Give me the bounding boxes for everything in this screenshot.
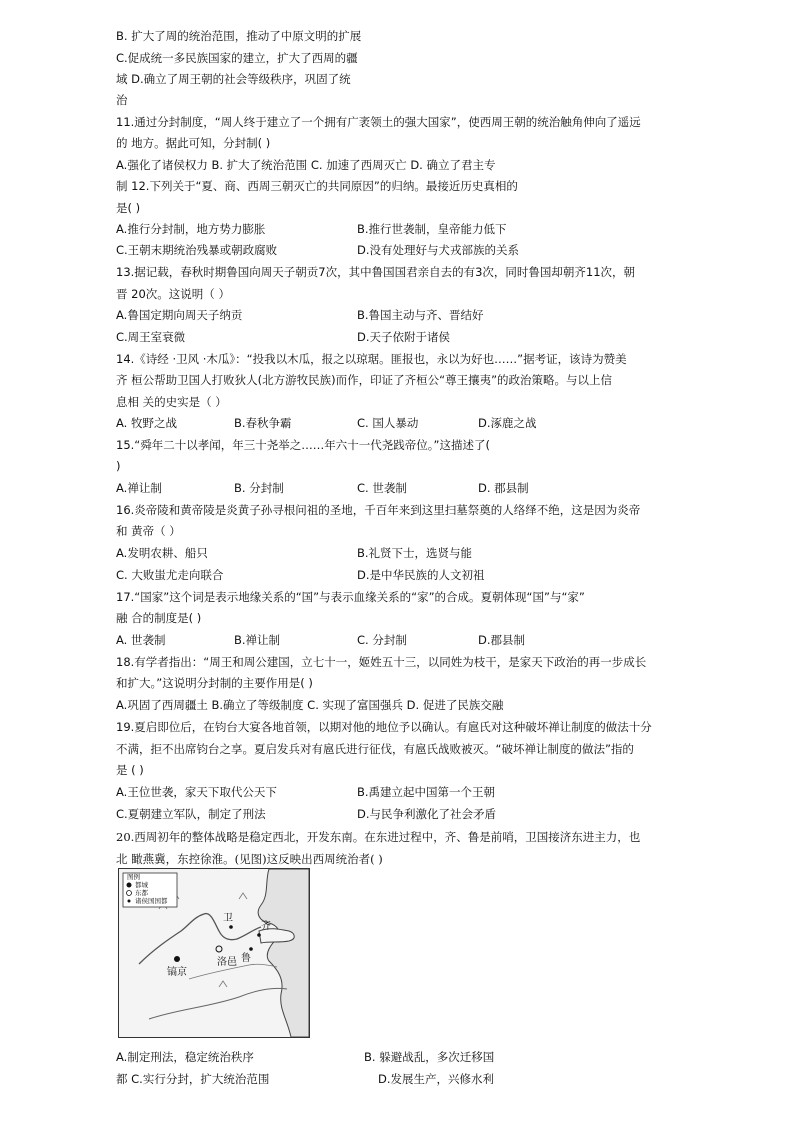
- q16-option-a: A.发明农耕、船只: [116, 546, 208, 560]
- map-label-qi: 齐: [261, 921, 271, 932]
- q18-stem-cont: 和扩大。”这说明分封制的主要作用是( ): [116, 676, 313, 690]
- wei-marker: [229, 925, 233, 929]
- q16-stem: 16.炎帝陵和黄帝陵是炎黄子孙寻根问祖的圣地，千百年来到这里扫墓祭奠的人络绎不绝，这是因为炎帝: [116, 503, 641, 517]
- q12-option-c: C.王朝末期统治残暴或朝政腐败: [116, 243, 278, 257]
- q13-option-a: A.鲁国定期向周天子纳贡: [116, 308, 243, 322]
- map-canvas: [119, 869, 309, 1037]
- qi-marker: [257, 933, 261, 937]
- q14-option-a: A. 牧野之战: [116, 416, 177, 430]
- q11-d-cont-q12-stem: 制 12.下列关于“夏、商、西周三朝灭亡的共同原因”的归纳。最接近历史真相的: [116, 179, 518, 193]
- q12-option-d: D.没有处理好与犬戎部族的关系: [357, 243, 520, 257]
- map-label-lu: 鲁: [241, 953, 251, 964]
- vassal-capital-symbol-icon: [128, 900, 131, 903]
- q10-option-c-cont-d: 域 D.确立了周王朝的社会等级秩序，巩固了统: [116, 72, 351, 86]
- q15-stem: 15.“舜年二十以孝闻，年三十尧举之……年六十一代尧践帝位。”这描述了(: [116, 438, 490, 452]
- q10-option-b: B. 扩大了周的统治范围，推动了中原文明的扩展: [116, 29, 362, 43]
- q15-option-a: A.禅让制: [116, 481, 162, 495]
- q13-option-c: C.周王室衰微: [116, 330, 186, 344]
- q14-option-d: D.涿鹿之战: [478, 416, 537, 430]
- map-label-haojing: 镐京: [167, 967, 187, 978]
- map-legend-title: 图例: [127, 873, 140, 881]
- q10-option-c: C.促成统一多民族国家的建立，扩大了西周的疆: [116, 51, 358, 65]
- q19-option-c: C.夏朝建立军队，制定了刑法: [116, 807, 266, 821]
- map-legend-capital: 都城: [135, 881, 148, 889]
- q13-option-d: D.天子依附于诸侯: [357, 330, 451, 344]
- q15-stem-cont: ): [116, 459, 121, 473]
- q16-option-c: C. 大败蚩尤走向联合: [116, 568, 224, 582]
- q17-option-c: C. 分封制: [357, 633, 407, 647]
- q17-option-b: B.禅让制: [234, 633, 281, 647]
- q12-option-a: A.推行分封制，地方势力膨胀: [116, 222, 266, 236]
- capital-symbol-icon: [127, 883, 132, 888]
- q14-option-b: B.春秋争霸: [234, 416, 292, 430]
- map-legend-east-capital: 东都: [135, 889, 148, 897]
- q19-stem-cont1: 不满，拒不出席钧台之享。夏启发兵对有扈氏进行征伐，有扈氏战败被灭。“破坏禅让制度的做法”指的: [116, 742, 634, 756]
- map-label-luoyi: 洛邑: [217, 957, 237, 968]
- q11-options: A.强化了诸侯权力 B. 扩大了统治范围 C. 加速了西周灭亡 D. 确立了君主专: [116, 158, 496, 172]
- q16-option-b: B.礼贤下士，选贤与能: [357, 546, 473, 560]
- q19-option-a: A.王位世袭，家天下取代公天下: [116, 785, 277, 799]
- q18-stem: 18.有学者指出：“周王和周公建国，立七十一，姬姓五十三，以同姓为枝干，是家天下政治的再一步成长: [116, 655, 647, 669]
- q19-stem-cont2: 是 ( ): [116, 763, 144, 777]
- q11-stem: 11.通过分封制度，“周人终于建立了一个拥有广袤领土的强大国家”，使西周王朝的统治触角伸向了遥远: [116, 115, 641, 129]
- q20-option-d: D.发展生产，兴修水利: [378, 1072, 495, 1086]
- q14-option-c: C. 国人暴动: [357, 416, 419, 430]
- q14-stem-cont2: 息相 关的史实是（ ）: [116, 395, 227, 409]
- map-legend-vassal-capital: 诸侯国国都: [135, 897, 168, 905]
- q12-stem-cont: 是( ): [116, 201, 141, 215]
- q14-stem-cont1: 齐 桓公帮助卫国人打败狄人(北方游牧民族)而作，印证了齐桓公“尊王攘夷”的政治策略。与以上信: [116, 373, 613, 387]
- q20-stem: 20.西周初年的整体战略是稳定西北，开发东南。在东进过程中，齐、鲁是前哨，卫国接济东进主力，也: [116, 830, 641, 844]
- q13-option-b: B.鲁国主动与齐、晋结好: [357, 308, 484, 322]
- q17-option-d: D.郡县制: [478, 633, 526, 647]
- q18-options: A.巩固了西周疆土 B.确立了等级制度 C. 实现了富国强兵 D. 促进了民族交融: [116, 698, 504, 712]
- q15-option-c: C. 世袭制: [357, 481, 407, 495]
- q17-option-a: A. 世袭制: [116, 633, 166, 647]
- q15-option-d: D. 郡县制: [478, 481, 529, 495]
- q16-option-d: D.是中华民族的人文初祖: [357, 568, 485, 582]
- haojing-marker: [174, 956, 180, 962]
- q14-stem: 14.《诗经 ·卫风 ·木瓜》：“投我以木瓜，报之以琼琚。匪报也，永以为好也……”据考证，该诗为赞美: [116, 352, 627, 366]
- q17-stem-cont: 融 合的制度是( ): [116, 611, 202, 625]
- q11-stem-cont: 的 地方。据此可知，分封制( ): [116, 136, 271, 150]
- q16-stem-cont: 和 黄帝（ ）: [116, 524, 181, 538]
- q12-option-b: B.推行世袭制，皇帝能力低下: [357, 222, 507, 236]
- q20-option-a: A.制定刑法，稳定统治秩序: [116, 1050, 254, 1064]
- lu-marker: [249, 947, 253, 951]
- luoyi-marker: [216, 946, 222, 952]
- q15-option-b: B. 分封制: [234, 481, 284, 495]
- map-label-wei: 卫: [223, 913, 233, 924]
- q20-option-c: 都 C.实行分封，扩大统治范围: [116, 1072, 270, 1086]
- q20-option-b: B. 躲避战乱，多次迁移国: [364, 1050, 495, 1064]
- western-zhou-map: [118, 868, 310, 1038]
- q19-stem: 19.夏启即位后，在钧台大宴各地首领，以期对他的地位予以确认。有扈氏对这种破坏禅让制度的做法十分: [116, 720, 652, 734]
- q20-stem-cont: 北 瞰燕冀，东控徐淮。(见图)这反映出西周统治者( ): [116, 852, 383, 866]
- q19-option-d: D.与民争利激化了社会矛盾: [357, 807, 497, 821]
- q10-option-d-cont: 治: [116, 93, 128, 107]
- q13-stem: 13.据记载，春秋时期鲁国向周天子朝贡7次，其中鲁国国君亲自去的有3次，同时鲁国却朝齐11次，朝: [116, 265, 636, 279]
- q19-option-b: B.禹建立起中国第一个王朝: [357, 785, 496, 799]
- q13-stem-cont: 晋 20次。这说明（ ）: [116, 287, 230, 301]
- q17-stem: 17.“国家”这个词是表示地缘关系的“国”与表示血缘关系的“家”的合成。夏朝体现“国”与“家”: [116, 590, 585, 604]
